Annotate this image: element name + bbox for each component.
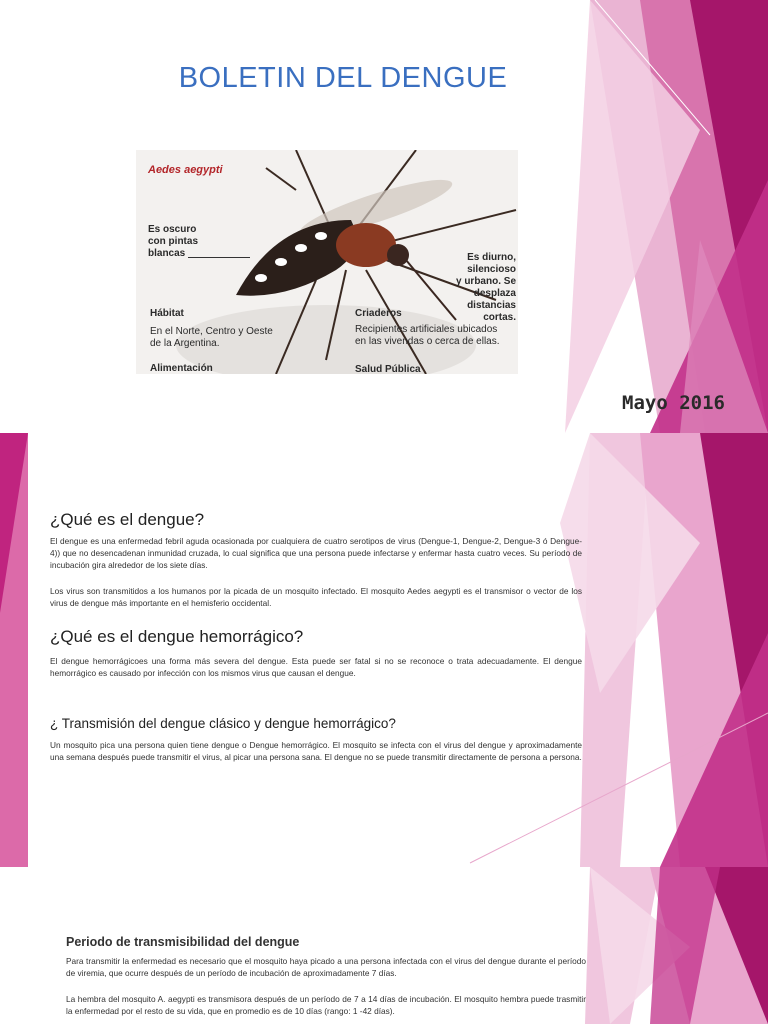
question-what-is-dengue: ¿Qué es el dengue? [50, 510, 205, 529]
salud-heading: Salud Pública [355, 364, 421, 374]
habitat-heading: Hábitat [150, 308, 184, 319]
label-diurnal: Es diurno, silencioso y urbano. Se desplaza distancias cortas. [455, 252, 516, 323]
paragraph-hemorrhagic: El dengue hemorrágicoes una forma más severa del dengue. Esta puede ser fatal si no se reconoce o trata adecuadamente. El dengue hemorrágico es causado por infección con los mismos virus que causan el dengue. [50, 656, 582, 678]
callout-line [188, 257, 250, 258]
slide-transmissibility [0, 867, 768, 1024]
criaderos-heading: Criaderos [355, 308, 402, 319]
paragraph-viremia: Para transmitir la enfermedad es necesario que el mosquito haya picado a una persona infectada con el virus del dengue durante el período de viremia, que ocurre después de un período de incubación de aproximadamente 7 días. [66, 956, 586, 978]
slide2-decoration [0, 433, 768, 867]
paragraph-transmission: Un mosquito pica una persona quien tiene dengue o Dengue hemorrágico. El mosquito se infecta con el virus del dengue y aproximadamente una semana después puede transmitir el virus, al picar una persona sana. El dengue no se puede transmitir directamente de persona a persona. [50, 740, 582, 762]
heading-transmissibility: Periodo de transmisibilidad del dengue [66, 935, 300, 949]
label-dark-spots: Es oscuro con pintas blancas [148, 224, 199, 259]
mosquito-infographic [136, 150, 518, 374]
slide-title [0, 0, 768, 433]
alimentacion-heading: Alimentación [150, 363, 213, 374]
paragraph-transmission-vector: Los virus son transmitidos a los humanos por la picada de un mosquito infectado. El mosquito Aedes aegypti es el transmisor o vector de los virus de dengue más importante en el hemisferio occidental. [50, 586, 582, 608]
question-transmission: ¿ Transmisión del dengue clásico y dengue hemorrágico? [50, 716, 396, 731]
bulletin-date: Mayo 2016 [622, 392, 725, 414]
question-hemorrhagic: ¿Qué es el dengue hemorrágico? [50, 627, 304, 646]
bulletin-title: BOLETIN DEL DENGUE [178, 62, 508, 94]
slide-definitions [0, 433, 768, 867]
paragraph-dengue-definition: El dengue es una enfermedad febril aguda ocasionada por cualquiera de cuatro serotipos de virus (Dengue-1, Dengue-2, Dengue-3 ó Dengue-4)) que no desencadenan inmunidad cruzada, lo cual significa que una persona puede infectarse y enfermar hasta cuatro veces. Su período de incubación gira alrededor de los siete días. [50, 536, 582, 570]
species-label: Aedes aegypti [148, 164, 223, 176]
criaderos-text: Recipientes artificiales ubicados en las vivendas o cerca de ellas. [355, 324, 500, 347]
paragraph-female-mosquito: La hembra del mosquito A. aegypti es transmisora después de un período de 7 a 14 días de incubación. El mosquito hembra puede trasmitir la enfermedad por el resto de su vida, que en promedio es de 10 días (rango: 1 -42 días). [66, 994, 586, 1016]
habitat-text: En el Norte, Centro y Oeste de la Argentina. [150, 326, 273, 349]
